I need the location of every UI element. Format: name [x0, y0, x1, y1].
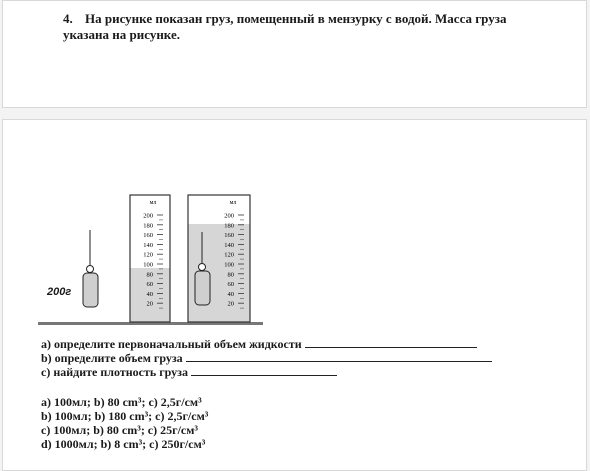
left-cylinder: [130, 195, 170, 322]
answer-option-a[interactable]: a) 100мл; b) 80 cm³; c) 2,5г/см³: [41, 395, 202, 409]
left-scale-tick-label: 180: [143, 222, 153, 230]
cylinders-figure: [3, 120, 586, 335]
left-scale-tick-label: 100: [143, 261, 153, 269]
answer-option-b[interactable]: b) 100мл; b) 180 cm³; c) 2,5г/см³: [41, 409, 209, 423]
right-weight: [195, 271, 210, 305]
answer-blank-c[interactable]: [191, 364, 337, 376]
right-scale-tick-label: 200: [224, 212, 234, 220]
answer-blank-b[interactable]: [186, 350, 492, 362]
right-scale-tick-label: 100: [224, 261, 234, 269]
hanging-weight-body: [83, 273, 98, 307]
left-cylinder-unit: мл: [149, 200, 157, 206]
question-card: [2, 0, 587, 108]
right-scale-tick-label: 40: [227, 290, 234, 298]
left-scale-tick-label: 40: [146, 290, 153, 298]
figure-card: [2, 119, 587, 471]
subquestion-a: a) определите первоначальный объем жидкости: [41, 336, 477, 351]
question-number: 4.: [63, 11, 73, 26]
answer-blank-a[interactable]: [305, 336, 477, 348]
right-scale-tick-label: 80: [227, 271, 234, 279]
right-scale-tick-label: 160: [224, 232, 234, 240]
left-scale-tick-label: 20: [146, 300, 153, 308]
right-weight-hook: [199, 264, 206, 271]
question-title: [63, 11, 553, 43]
hanging-weight-hook: [87, 266, 94, 273]
right-scale-tick-label: 60: [227, 281, 234, 289]
left-scale-tick-label: 160: [143, 232, 153, 240]
right-cylinder-unit: мл: [229, 200, 237, 206]
subquestion-b: b) определите объем груза: [41, 350, 492, 365]
left-scale-tick-label: 80: [146, 271, 153, 279]
left-scale-tick-label: 60: [146, 281, 153, 289]
weight-label: 200г: [47, 286, 72, 298]
left-scale-tick-label: 200: [143, 212, 153, 220]
answer-option-c[interactable]: c) 100мл; b) 80 cm³; c) 25г/см³: [41, 423, 199, 437]
right-scale-tick-label: 120: [224, 251, 234, 259]
right-scale-tick-label: 180: [224, 222, 234, 230]
question-text: На рисунке показан груз, помещенный в мензурку с водой. Масса груза указана на рисунке.: [63, 11, 507, 42]
hanging-weight: [83, 230, 98, 307]
subquestion-c: c) найдите плотность груза: [41, 364, 337, 379]
left-scale-tick-label: 120: [143, 251, 153, 259]
left-scale-tick-label: 140: [143, 241, 153, 249]
answer-option-d[interactable]: d) 1000мл; b) 8 cm³; c) 250г/см³: [41, 437, 206, 451]
right-scale-tick-label: 20: [227, 300, 234, 308]
right-scale-tick-label: 140: [224, 241, 234, 249]
right-cylinder: [188, 195, 250, 322]
